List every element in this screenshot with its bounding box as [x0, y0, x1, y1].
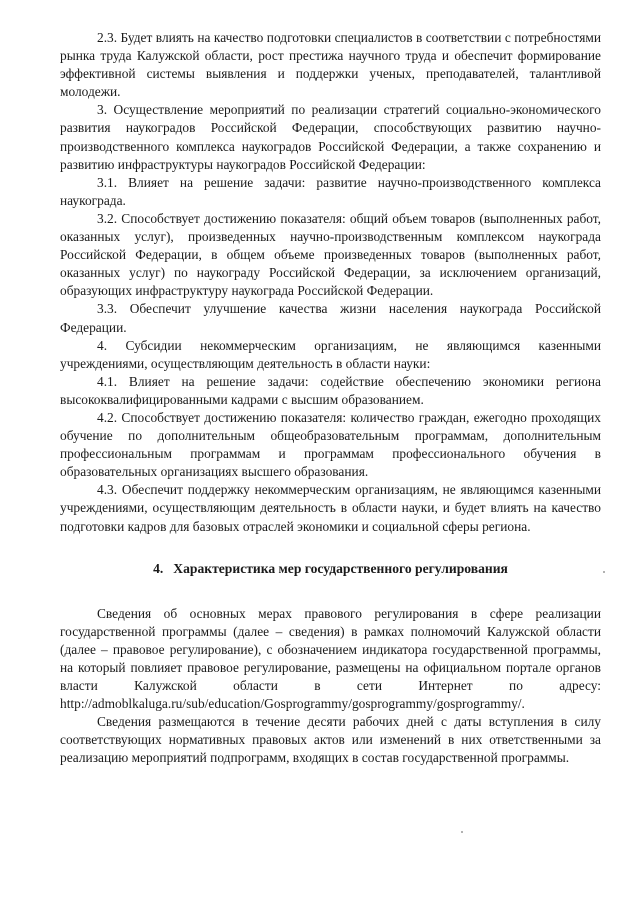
paragraph-3-2: 3.2. Способствует достижению показателя: общий объем товаров (выполненных работ, оказанных услуг), произведенных научно-производственным комплексом наукограда Российской Федерации, в общем объеме произведенных товаров (выполненных работ, оказанных услуг) по наукограду Российской Федерации, за исключением организаций, образующих инфраструктуру наукограда Российской Федерации.	[60, 210, 601, 299]
scan-speck	[603, 571, 605, 573]
paragraph-3-1: 3.1. Влияет на решение задачи: развитие научно-производственного комплекса наукограда.	[60, 174, 601, 208]
section-heading	[60, 560, 601, 578]
paragraph-legal-regulation: Сведения об основных мерах правового регулирования в сфере реализации государственной программы (далее – сведения) в рамках полномочий Калужской области (далее – правовое регулирование), с обозначением индикатора государственной программы, на который повлияет правовое регулирование, размещены на официальном портале органов власти Калужской области в сети Интернет по адресу: http://admoblkaluga.ru/sub/education/Gosprogrammy/gosprogrammy/gosprogrammy/.	[60, 605, 601, 712]
paragraph-4-3: 4.3. Обеспечит поддержку некоммерческим организациям, не являющимся казенными учреждениями, осуществляющим деятельность в области науки, и будет влиять на качество подготовки кадров для базовых отраслей экономики и социальной сферы региона.	[60, 482, 601, 534]
paragraph-4-1: 4.1. Влияет на решение задачи: содействие обеспечению экономики региона высококвалифицированными кадрами с высшим образованием.	[60, 373, 601, 407]
scan-speck	[461, 831, 463, 833]
section-heading-number: 4.	[153, 560, 164, 576]
paragraph-4: 4. Субсидии некоммерческим организациям, не являющимся казенными учреждениями, осуществляющим деятельность в области науки:	[60, 337, 601, 371]
paragraph-3-3: 3.3. Обеспечит улучшение качества жизни населения наукограда Российской Федерации.	[60, 301, 601, 335]
paragraph-4-2: 4.2. Способствует достижению показателя: количество граждан, ежегодно проходящих обучение по дополнительным общеобразовательным программам, дополнительным профессиональным программам и программам профессионального обучения в образовательных организациях высшего образования.	[60, 409, 601, 480]
document-body	[60, 29, 601, 767]
paragraph-3: 3. Осуществление мероприятий по реализации стратегий социально-экономического развития наукоградов Российской Федерации, способствующих развитию научно-производственного комплекса наукоградов Российской Федерации, а также сохранению и развитию инфраструктуры наукоградов Российской Федерации:	[60, 102, 601, 172]
paragraph-2-3: 2.3. Будет влиять на качество подготовки специалистов в соответствии с потребностями рынка труда Калужской области, рост престижа научного труда и обеспечит формирование эффективной системы выявления и поддержки ученых, преподавателей, талантливой молодежи.	[60, 30, 601, 100]
section-heading-title: Характеристика мер государственного регулирования	[173, 560, 508, 576]
paragraph-publication-terms: Сведения размещаются в течение десяти рабочих дней с даты вступления в силу соответствующих нормативных правовых актов или изменений в них ответственными за реализацию мероприятий подпрограмм, входящих в состав государственной программы.	[60, 714, 601, 766]
